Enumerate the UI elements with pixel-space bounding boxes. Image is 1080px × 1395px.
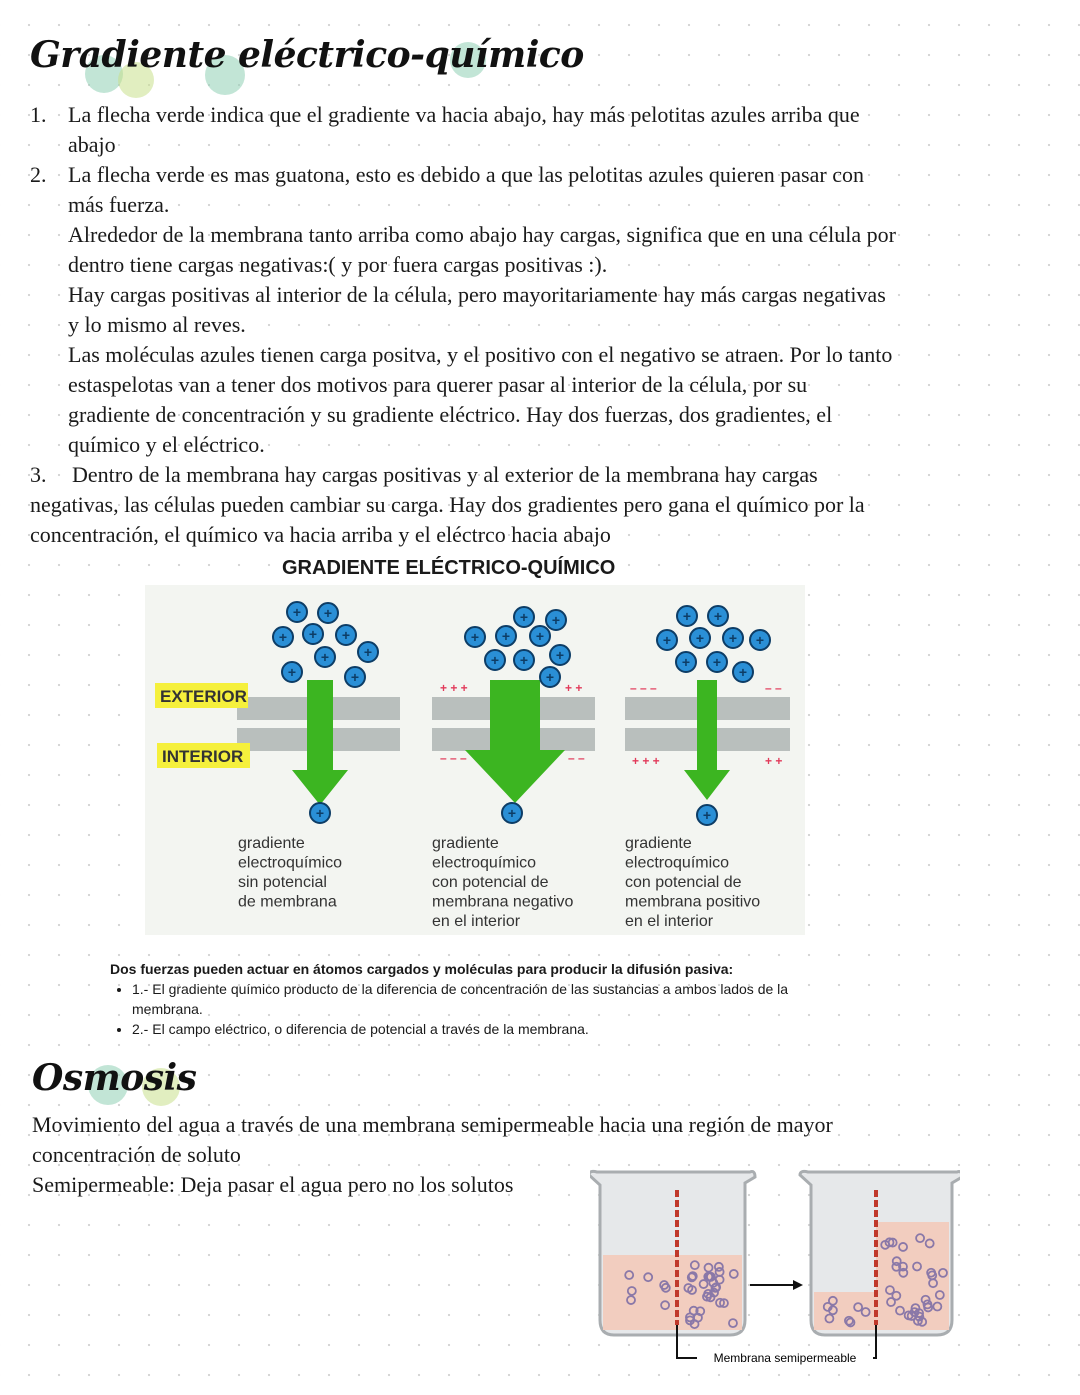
transition-arrow-head: [793, 1280, 803, 1290]
ion-charge-symbol: +: [350, 669, 360, 685]
diagram-caption: [110, 959, 812, 1039]
ion-charge-symbol: +: [341, 627, 351, 643]
ion-charge-symbol: +: [507, 805, 517, 821]
panel-caption-line: con potencial de: [432, 874, 549, 891]
membrane-charge: + +: [765, 754, 783, 768]
panel-caption-line: electroquímico: [238, 854, 343, 872]
ion-charge-symbol: +: [519, 652, 529, 668]
list-item-line: Alrededor de la membrana tanto arriba como abajo hay cargas, significa que en una célula por: [68, 222, 896, 247]
ion-charge-symbol: +: [695, 630, 705, 646]
panel-caption-line: electroquímico: [432, 854, 537, 872]
ion-charge-symbol: +: [551, 612, 561, 628]
ion-charge-symbol: +: [555, 647, 565, 663]
list-item-line: Las moléculas azules tienen carga positva, y el positivo con el negativo se atraen. Por lo tanto: [68, 342, 893, 367]
membrane-label: Membrana semipermeable: [713, 1351, 857, 1365]
membrane-charge: – –: [765, 681, 782, 695]
ion-charge-symbol: +: [681, 654, 691, 670]
section-title: Gradiente eléctrico-químico: [30, 34, 584, 76]
list-number: 1.: [30, 102, 47, 127]
osmosis-beakers-figure: [590, 1165, 960, 1370]
osmosis-text: concentración de soluto: [32, 1142, 241, 1167]
list-number: 2.: [30, 162, 47, 187]
list-item-line: dentro tiene cargas negativas:( y por fuera cargas positivas :).: [68, 252, 608, 277]
membrane-charge: + + +: [632, 754, 660, 768]
interior-label: INTERIOR: [162, 747, 244, 766]
ion-charge-symbol: +: [682, 608, 692, 624]
ion-charge-symbol: +: [755, 632, 765, 648]
ion-charge-symbol: +: [320, 649, 330, 665]
membrane-charge: + +: [565, 681, 583, 695]
solution-left: [814, 1292, 876, 1330]
membrane-charge: – –: [568, 751, 585, 765]
ion-charge-symbol: +: [490, 652, 500, 668]
list-item-line: más fuerza.: [68, 192, 170, 217]
panel-caption-line: electroquímico: [625, 854, 730, 872]
caption-bullet: • 2.- El campo eléctrico, o diferencia de potencial a través de la membrana.: [132, 1019, 812, 1039]
ion-charge-symbol: +: [323, 605, 333, 621]
caption-bullet: • 1.- El gradiente químico producto de la diferencia de concentración de las sustancias a ambos lados de la membrana.: [132, 979, 812, 1019]
ion-charge-symbol: +: [292, 604, 302, 620]
list-item-line: Hay cargas positivas al interior de la célula, pero mayoritariamente hay más cargas negativas: [68, 282, 886, 307]
ion-charge-symbol: +: [501, 628, 511, 644]
osmosis-text: Movimiento del agua a través de una membrana semipermeable hacia una región de mayor: [32, 1112, 833, 1137]
panel-caption-line: de membrana: [238, 893, 337, 911]
ion-charge-symbol: +: [278, 629, 288, 645]
list-item-line: concentración, el químico va hacia arriba y el eléctrco hacia abajo: [30, 522, 611, 547]
section-title: Osmosis: [32, 1057, 197, 1099]
panel-caption-line: membrana negativo: [432, 893, 574, 911]
list-item-line: químico y el eléctrico.: [68, 432, 265, 457]
panel-caption-line: sin potencial: [238, 874, 327, 891]
caption-heading: Dos fuerzas pueden actuar en átomos cargados y moléculas para producir la difusión pasiva:: [110, 961, 734, 977]
membrane-charge: – – –: [440, 751, 467, 765]
ion-charge-symbol: +: [713, 608, 723, 624]
list-item-line: y lo mismo al reves.: [68, 312, 246, 337]
osmosis-text: Semipermeable: Deja pasar el agua pero no los solutos: [32, 1172, 514, 1197]
panel-caption-line: con potencial de: [625, 874, 742, 891]
panel-caption-line: membrana positivo: [625, 893, 761, 911]
ion-charge-symbol: +: [738, 664, 748, 680]
list-item-line: negativas, las células pueden cambiar su carga. Hay dos gradientes pero gana el químico por la: [30, 492, 865, 517]
list-item-line: La flecha verde indica que el gradiente va hacia abajo, hay más pelotitas azules arriba que: [68, 102, 860, 127]
list-item-line: estaspelotas van a tener dos motivos para querer pasar al interior de la célula, por su: [68, 372, 808, 397]
diagram-title: GRADIENTE ELÉCTRICO-QUÍMICO: [282, 557, 616, 579]
electrochemical-gradient-diagram: [145, 585, 805, 935]
list-item-line: La flecha verde es mas guatona, esto es debido a que las pelotitas azules quieren pasar con: [68, 162, 864, 187]
panel-caption-line: gradiente: [432, 835, 499, 852]
panel-caption-line: en el interior: [432, 913, 521, 930]
ion-charge-symbol: +: [363, 644, 373, 660]
ion-charge-symbol: +: [315, 805, 325, 821]
ion-charge-symbol: +: [702, 807, 712, 823]
membrane-charge: + + +: [440, 681, 468, 695]
panel-caption-line: gradiente: [625, 835, 692, 852]
panel-caption-line: gradiente: [238, 835, 305, 852]
exterior-label: EXTERIOR: [160, 687, 247, 706]
list-item-line: gradiente de concentración y su gradiente eléctrico. Hay dos fuerzas, dos gradientes, el: [68, 402, 833, 427]
membrane-charge: – – –: [630, 681, 657, 695]
list-item-line: Dentro de la membrana hay cargas positivas y al exterior de la membrana hay cargas: [72, 462, 818, 487]
ion-charge-symbol: +: [308, 626, 318, 642]
ion-charge-symbol: +: [662, 632, 672, 648]
ion-charge-symbol: +: [712, 654, 722, 670]
ion-charge-symbol: +: [728, 630, 738, 646]
ion-charge-symbol: +: [519, 609, 529, 625]
ion-charge-symbol: +: [545, 669, 555, 685]
list-item-line: abajo: [68, 132, 116, 157]
ion-charge-symbol: +: [287, 664, 297, 680]
panel-caption-line: en el interior: [625, 913, 714, 930]
list-number: 3.: [30, 462, 47, 487]
ion-charge-symbol: +: [535, 628, 545, 644]
ion-charge-symbol: +: [470, 629, 480, 645]
